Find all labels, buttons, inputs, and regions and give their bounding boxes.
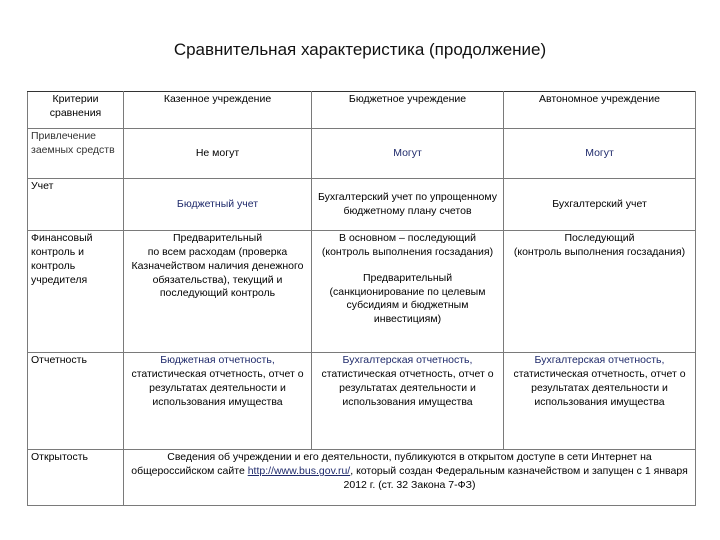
header-autonomous-institution: Автономное учреждение (504, 92, 696, 129)
header-criteria: Критерии сравнения (28, 92, 124, 129)
borrowing-autonomous: Могут (504, 129, 696, 179)
row-accounting (28, 179, 696, 231)
control-budget-text-2: (санкционирование по целевым субсидиям и бюджетным инвестициям) (329, 285, 486, 326)
bus-gov-link[interactable]: http://www.bus.gov.ru/ (247, 464, 351, 477)
control-budget-title-2: Предварительный (362, 271, 453, 284)
openness-text-after: , который создан Федеральным казначейством и запущен с 1 января 2012 г. (ст. 32 Закона 7-ФЗ) (343, 464, 688, 491)
control-autonomous-title: Последующий (564, 232, 635, 244)
comparison-table (27, 91, 696, 506)
reporting-autonomous-title: Бухгалтерская отчетность, (534, 354, 665, 366)
reporting-autonomous-text: статистическая отчетность, отчет о результатах деятельности и использования имущества (513, 367, 686, 408)
reporting-government-text: статистическая отчетность, отчет о результатах деятельности и использования имущества (131, 367, 304, 408)
openness-text-before: Сведения об учреждении и его деятельности, публикуются в открытом доступе в сети Интернет на общероссийском сайте (131, 451, 652, 477)
control-budget-text: (контроль выполнения госзадания) (321, 245, 494, 258)
criterion-control: Финансовый контроль и контроль учредителя (28, 231, 124, 353)
borrowing-government: Не могут (124, 129, 312, 179)
row-borrowing (28, 129, 696, 179)
control-autonomous (504, 231, 696, 353)
criterion-accounting: Учет (28, 179, 124, 231)
criterion-borrowing: Привлечение заемных средств (28, 129, 124, 179)
reporting-autonomous (504, 353, 696, 450)
control-government-title: Предварительный (172, 232, 263, 244)
borrowing-budget: Могут (312, 129, 504, 179)
accounting-budget: Бухгалтерский учет по упрощенному бюджетному плану счетов (312, 179, 504, 231)
reporting-government-title: Бюджетная отчетность, (160, 354, 275, 366)
accounting-autonomous: Бухгалтерский учет (504, 179, 696, 231)
criterion-reporting: Отчетность (28, 353, 124, 450)
control-autonomous-text: (контроль выполнения госзадания) (513, 245, 686, 258)
header-government-institution: Казенное учреждение (124, 92, 312, 129)
control-budget (312, 231, 504, 353)
row-reporting (28, 353, 696, 450)
row-openness (28, 450, 696, 506)
row-control (28, 231, 696, 353)
control-government (124, 231, 312, 353)
accounting-government: Бюджетный учет (124, 179, 312, 231)
criterion-openness: Открытость (28, 450, 124, 506)
reporting-budget (312, 353, 504, 450)
control-government-text: по всем расходам (проверка Казначейством наличия денежного обязательства), текущий и последующий контроль (131, 245, 304, 300)
reporting-budget-title: Бухгалтерская отчетность, (342, 354, 473, 366)
reporting-budget-text: статистическая отчетность, отчет о результатах деятельности и использования имущества (321, 367, 494, 408)
header-budget-institution: Бюджетное учреждение (312, 92, 504, 129)
header-row (28, 92, 696, 129)
openness-text (124, 450, 696, 506)
control-budget-title: В основном – последующий (339, 232, 476, 244)
reporting-government (124, 353, 312, 450)
page-title: Сравнительная характеристика (продолжение) (173, 40, 547, 59)
